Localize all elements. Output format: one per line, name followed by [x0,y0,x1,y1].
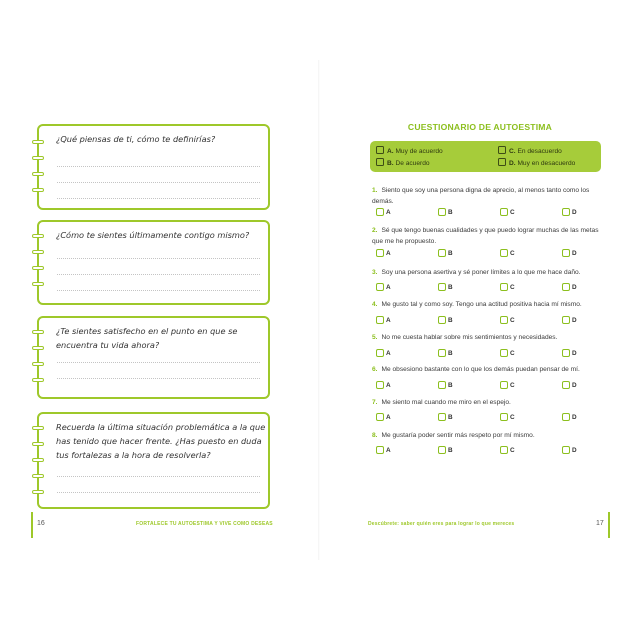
option-label: D [572,317,577,324]
checkbox-icon[interactable] [500,208,508,216]
checkbox-icon[interactable] [376,249,384,257]
checkbox-icon[interactable] [438,316,446,324]
writing-line[interactable] [57,362,260,363]
binder-ring-icon [32,330,44,334]
option-label: A [386,250,391,257]
writing-line[interactable] [57,166,260,167]
binder-ring-icon [32,250,44,254]
checkbox-icon[interactable] [376,283,384,291]
option-label: C [510,414,515,421]
checkbox-icon[interactable] [438,283,446,291]
checkbox-icon[interactable] [376,349,384,357]
checkbox-icon[interactable] [562,381,570,389]
answer-options [376,249,586,259]
option-label: C [510,284,515,291]
binder-ring-icon [32,458,44,462]
card-prompt: ¿Cómo te sientes últimamente contigo mismo? [56,230,250,240]
question-text [372,397,610,408]
note-card [37,220,270,305]
question-text [372,185,610,207]
checkbox-icon[interactable] [500,249,508,257]
checkbox-icon[interactable] [562,283,570,291]
option-label: A [386,284,391,291]
note-card [37,124,270,210]
checkbox-icon[interactable] [500,381,508,389]
running-title: FORTALECE TU AUTOESTIMA Y VIVE COMO DESEAS [136,521,273,527]
question-number: 1. [372,187,378,194]
option-label: B [448,447,453,454]
answer-options [376,283,586,293]
option-label: D [572,414,577,421]
binder-ring-icon [32,140,44,144]
binder-ring-icon [32,346,44,350]
option-label: D [572,350,577,357]
checkbox-icon[interactable] [376,208,384,216]
option-label: A [386,350,391,357]
question-number: 5. [372,334,378,341]
question-text [372,430,610,441]
checkbox-icon[interactable] [500,283,508,291]
question-label: Soy una persona asertiva y sé poner límites a lo que me hace daño. [381,269,581,276]
writing-line[interactable] [57,290,260,291]
option-label: B [448,382,453,389]
option-label: C [510,250,515,257]
note-card [37,316,270,399]
card-prompt: Recuerda la última situación problemática a la que has tenido que hacer frente. ¿Has puesto en duda tus fortalezas a la hora de resolverla? [56,422,266,460]
note-card [37,412,270,509]
checkbox-icon[interactable] [562,208,570,216]
option-label: D [572,447,577,454]
answer-options [376,208,586,218]
question-number: 6. [372,366,378,373]
answer-options [376,413,586,423]
checkbox-icon[interactable] [500,349,508,357]
option-label: B [448,284,453,291]
checkbox-icon[interactable] [438,208,446,216]
binder-ring-icon [32,282,44,286]
option-label: D [572,382,577,389]
writing-line[interactable] [57,378,260,379]
question-number: 8. [372,432,378,439]
legend-key: C. [509,148,516,155]
answer-options [376,349,586,359]
binder-ring-icon [32,442,44,446]
answer-legend [370,141,601,172]
checkbox-icon[interactable] [376,413,384,421]
page-number: 16 [37,520,45,527]
running-title: Descúbrete: saber quién eres para lograr lo que mereces [368,521,515,527]
option-label: C [510,447,515,454]
legend-text: Muy en desacuerdo [517,160,576,167]
writing-line[interactable] [57,476,260,477]
writing-line[interactable] [57,274,260,275]
option-label: C [510,350,515,357]
option-label: C [510,209,515,216]
option-label: A [386,317,391,324]
checkbox-icon[interactable] [376,381,384,389]
option-label: B [448,350,453,357]
quiz-title: CUESTIONARIO DE AUTOESTIMA [407,122,553,132]
checkbox-icon[interactable] [562,349,570,357]
question-text [372,332,610,343]
page-number: 17 [596,520,604,527]
checkbox-icon[interactable] [500,446,508,454]
question-number: 2. [372,227,378,234]
checkbox-icon[interactable] [438,446,446,454]
checkbox-icon[interactable] [500,413,508,421]
checkbox-icon[interactable] [562,249,570,257]
option-label: D [572,284,577,291]
writing-line[interactable] [57,258,260,259]
checkbox-icon[interactable] [438,349,446,357]
question-label: Me gustaría poder sentir más respeto por mí mismo. [381,432,535,439]
option-label: A [386,209,391,216]
option-label: C [510,382,515,389]
binder-ring-icon [32,378,44,382]
binder-ring-icon [32,156,44,160]
question-label: Me siento mal cuando me miro en el espejo. [381,399,511,406]
binder-ring-icon [32,426,44,430]
legend-text: En desacuerdo [517,148,562,155]
option-label: B [448,250,453,257]
option-label: C [510,317,515,324]
card-prompt: ¿Te sientes satisfecho en el punto en que se encuentra tu vida ahora? [56,326,238,350]
checkbox-icon[interactable] [438,249,446,257]
writing-line[interactable] [57,198,260,199]
checkbox-icon[interactable] [562,413,570,421]
question-text [372,364,610,375]
binder-ring-icon [32,362,44,366]
question-text [372,299,610,310]
checkbox-icon [376,146,384,154]
option-label: B [448,317,453,324]
question-label: Me obsesiono bastante con lo que los demás puedan pensar de mí. [381,366,580,373]
question-text [372,225,610,247]
legend-key: A. [387,148,394,155]
binder-ring-icon [32,188,44,192]
option-label: B [448,209,453,216]
question-label: Me gusto tal y como soy. Tengo una actitud positiva hacia mí mismo. [381,301,582,308]
binder-ring-icon [32,474,44,478]
option-label: A [386,382,391,389]
checkbox-icon[interactable] [438,413,446,421]
binder-ring-icon [32,234,44,238]
legend-item [498,146,562,155]
answer-options [376,381,586,391]
answer-options [376,316,586,326]
checkbox-icon[interactable] [500,316,508,324]
legend-item [498,158,575,167]
checkbox-icon[interactable] [376,446,384,454]
legend-text: De acuerdo [395,160,430,167]
question-text [372,267,610,278]
checkbox-icon[interactable] [376,316,384,324]
folio-bar [608,512,610,538]
checkbox-icon [498,146,506,154]
question-label: No me cuesta hablar sobre mis sentimientos y necesidades. [381,334,558,341]
legend-item [376,146,443,155]
question-number: 3. [372,269,378,276]
binder-ring-icon [32,266,44,270]
writing-line[interactable] [57,492,260,493]
legend-item [376,158,430,167]
legend-key: D. [509,160,516,167]
folio-bar [31,512,33,538]
checkbox-icon[interactable] [438,381,446,389]
question-number: 4. [372,301,378,308]
question-label: Sé que tengo buenas cualidades y que puedo lograr muchas de las metas que me he propuesto. [372,227,599,245]
question-number: 7. [372,399,378,406]
option-label: D [572,209,577,216]
checkbox-icon [498,158,506,166]
right-page [320,0,640,640]
option-label: A [386,447,391,454]
option-label: A [386,414,391,421]
checkbox-icon [376,158,384,166]
checkbox-icon[interactable] [562,316,570,324]
question-label: Siento que soy una persona digna de aprecio, al menos tanto como los demás. [372,187,590,205]
legend-key: B. [387,160,394,167]
legend-text: Muy de acuerdo [395,148,443,155]
binder-ring-icon [32,490,44,494]
binder-ring-icon [32,172,44,176]
option-label: B [448,414,453,421]
card-prompt: ¿Qué piensas de ti, cómo te definirías? [56,134,216,144]
answer-options [376,446,586,456]
writing-line[interactable] [57,182,260,183]
option-label: D [572,250,577,257]
checkbox-icon[interactable] [562,446,570,454]
